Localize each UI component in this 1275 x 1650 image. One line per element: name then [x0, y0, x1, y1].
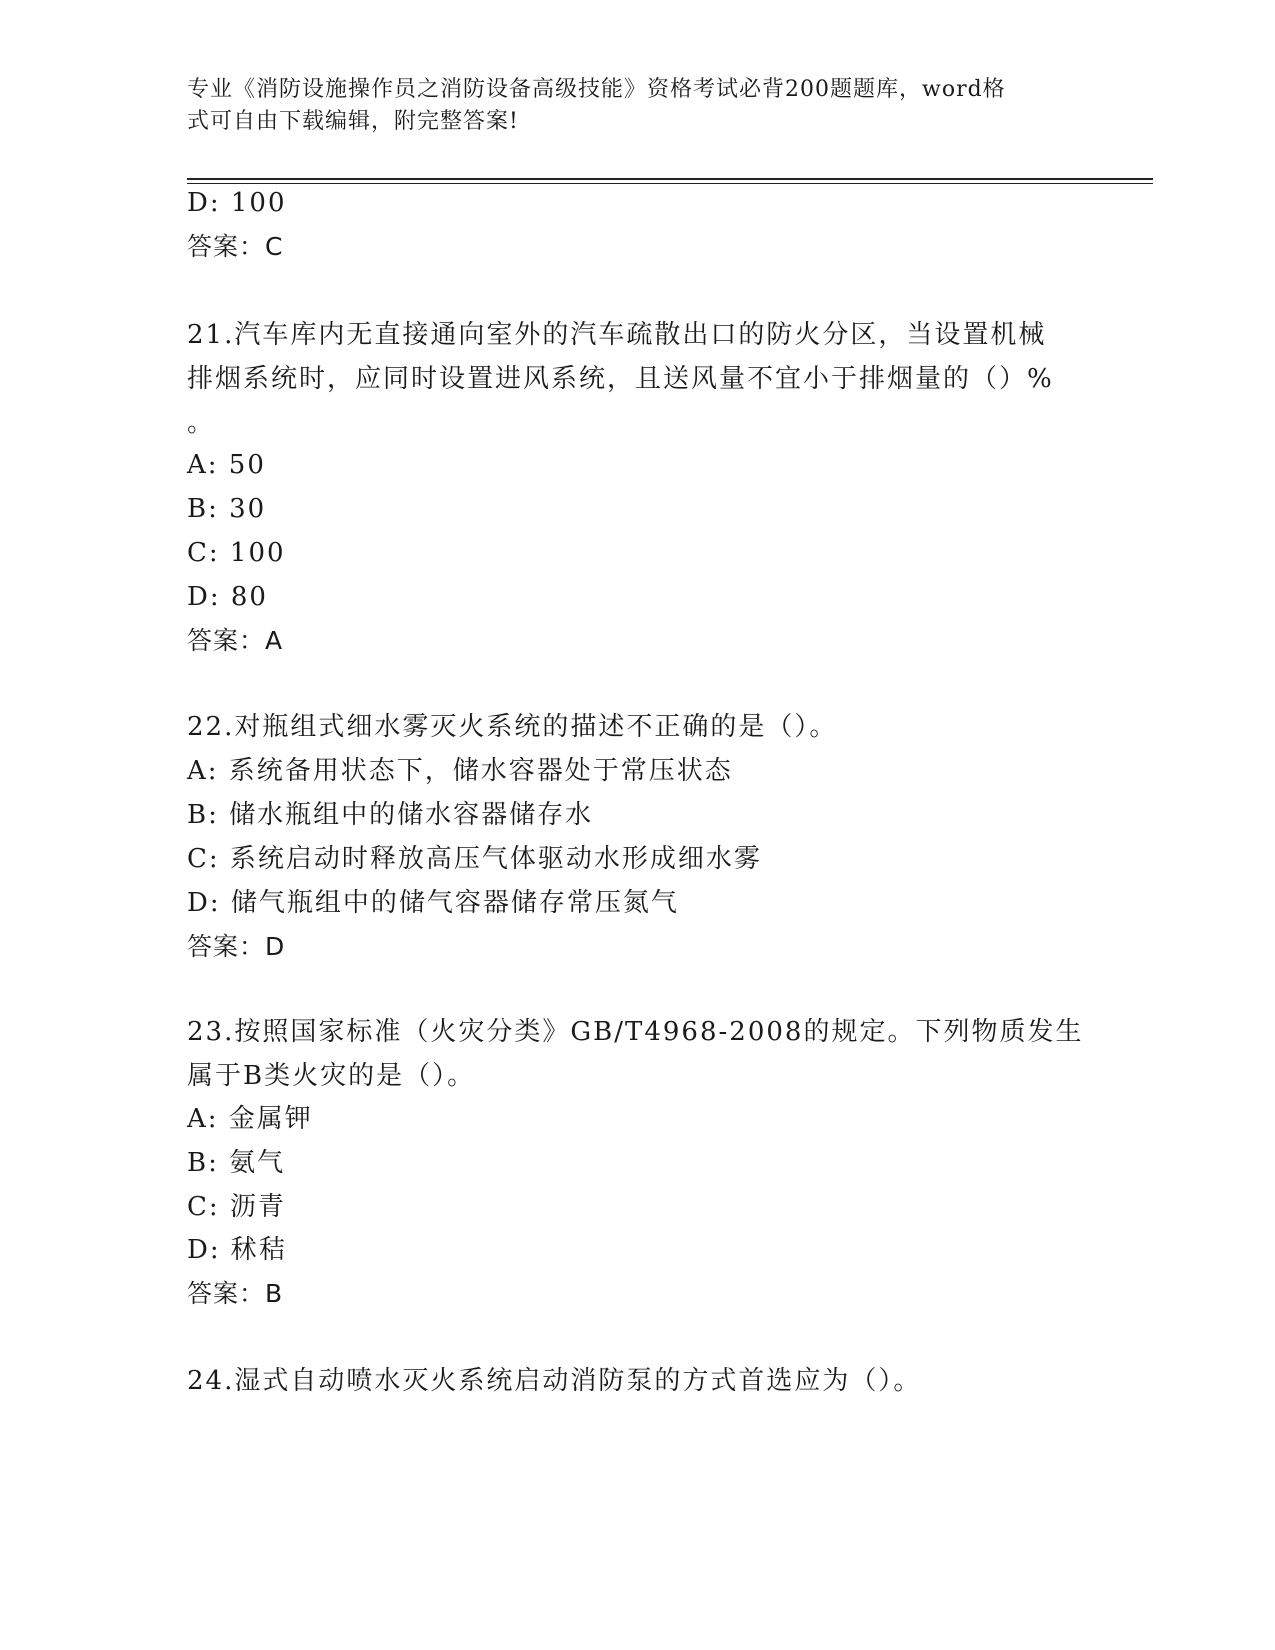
header-divider-thick: [187, 178, 1153, 180]
question-21-option-c: C: 100: [187, 538, 286, 568]
question-22-answer: 答案：D: [187, 932, 286, 961]
header-divider-thin: [187, 183, 1153, 184]
header-line-1: 专业《消防设施操作员之消防设备高级技能》资格考试必背200题题库，word格: [187, 77, 1006, 102]
document-header: [187, 74, 1067, 138]
question-21-stem-line-1: 21.汽车库内无直接通向室外的汽车疏散出口的防火分区，当设置机械: [187, 320, 1047, 350]
question-21-stem-line-2: 排烟系统时，应同时设置进风系统，且送风量不宜小于排烟量的（）%: [187, 364, 1054, 394]
question-23-answer: 答案：B: [187, 1279, 284, 1308]
header-line-2: 式可自由下载编辑，附完整答案!: [187, 109, 519, 134]
option-d: D: 100: [187, 188, 287, 218]
question-23-option-d: D: 秫秸: [187, 1235, 287, 1265]
question-21-stem-line-3: 。: [187, 408, 216, 438]
question-23-stem-line-1: 23.按照国家标准（火灾分类》GB/T4968-2008的规定。下列物质发生: [187, 1017, 1084, 1047]
answer-label: 答案：C: [187, 232, 284, 261]
question-22-option-b: B: 储水瓶组中的储水容器储存水: [187, 800, 594, 830]
question-23-option-a: A: 金属钾: [187, 1104, 313, 1134]
question-22-option-a: A: 系统备用状态下，储水容器处于常压状态: [187, 756, 733, 786]
question-22-stem-line-1: 22.对瓶组式细水雾灭火系统的描述不正确的是（）。: [187, 712, 838, 742]
question-23-stem-line-2: 属于B类火灾的是（）。: [187, 1061, 476, 1091]
question-23-option-c: C: 沥青: [187, 1192, 286, 1222]
question-23-option-b: B: 氨气: [187, 1148, 286, 1178]
question-21-option-b: B: 30: [187, 494, 267, 524]
question-21-option-a: A: 50: [187, 450, 266, 480]
question-22-option-c: C: 系统启动时释放高压气体驱动水形成细水雾: [187, 844, 762, 874]
question-22-option-d: D: 储气瓶组中的储气容器储存常压氮气: [187, 888, 679, 918]
question-21-option-d: D: 80: [187, 582, 268, 612]
question-21-answer: 答案：A: [187, 626, 284, 655]
question-24-stem-line-1: 24.湿式自动喷水灭火系统启动消防泵的方式首选应为（）。: [187, 1366, 922, 1396]
